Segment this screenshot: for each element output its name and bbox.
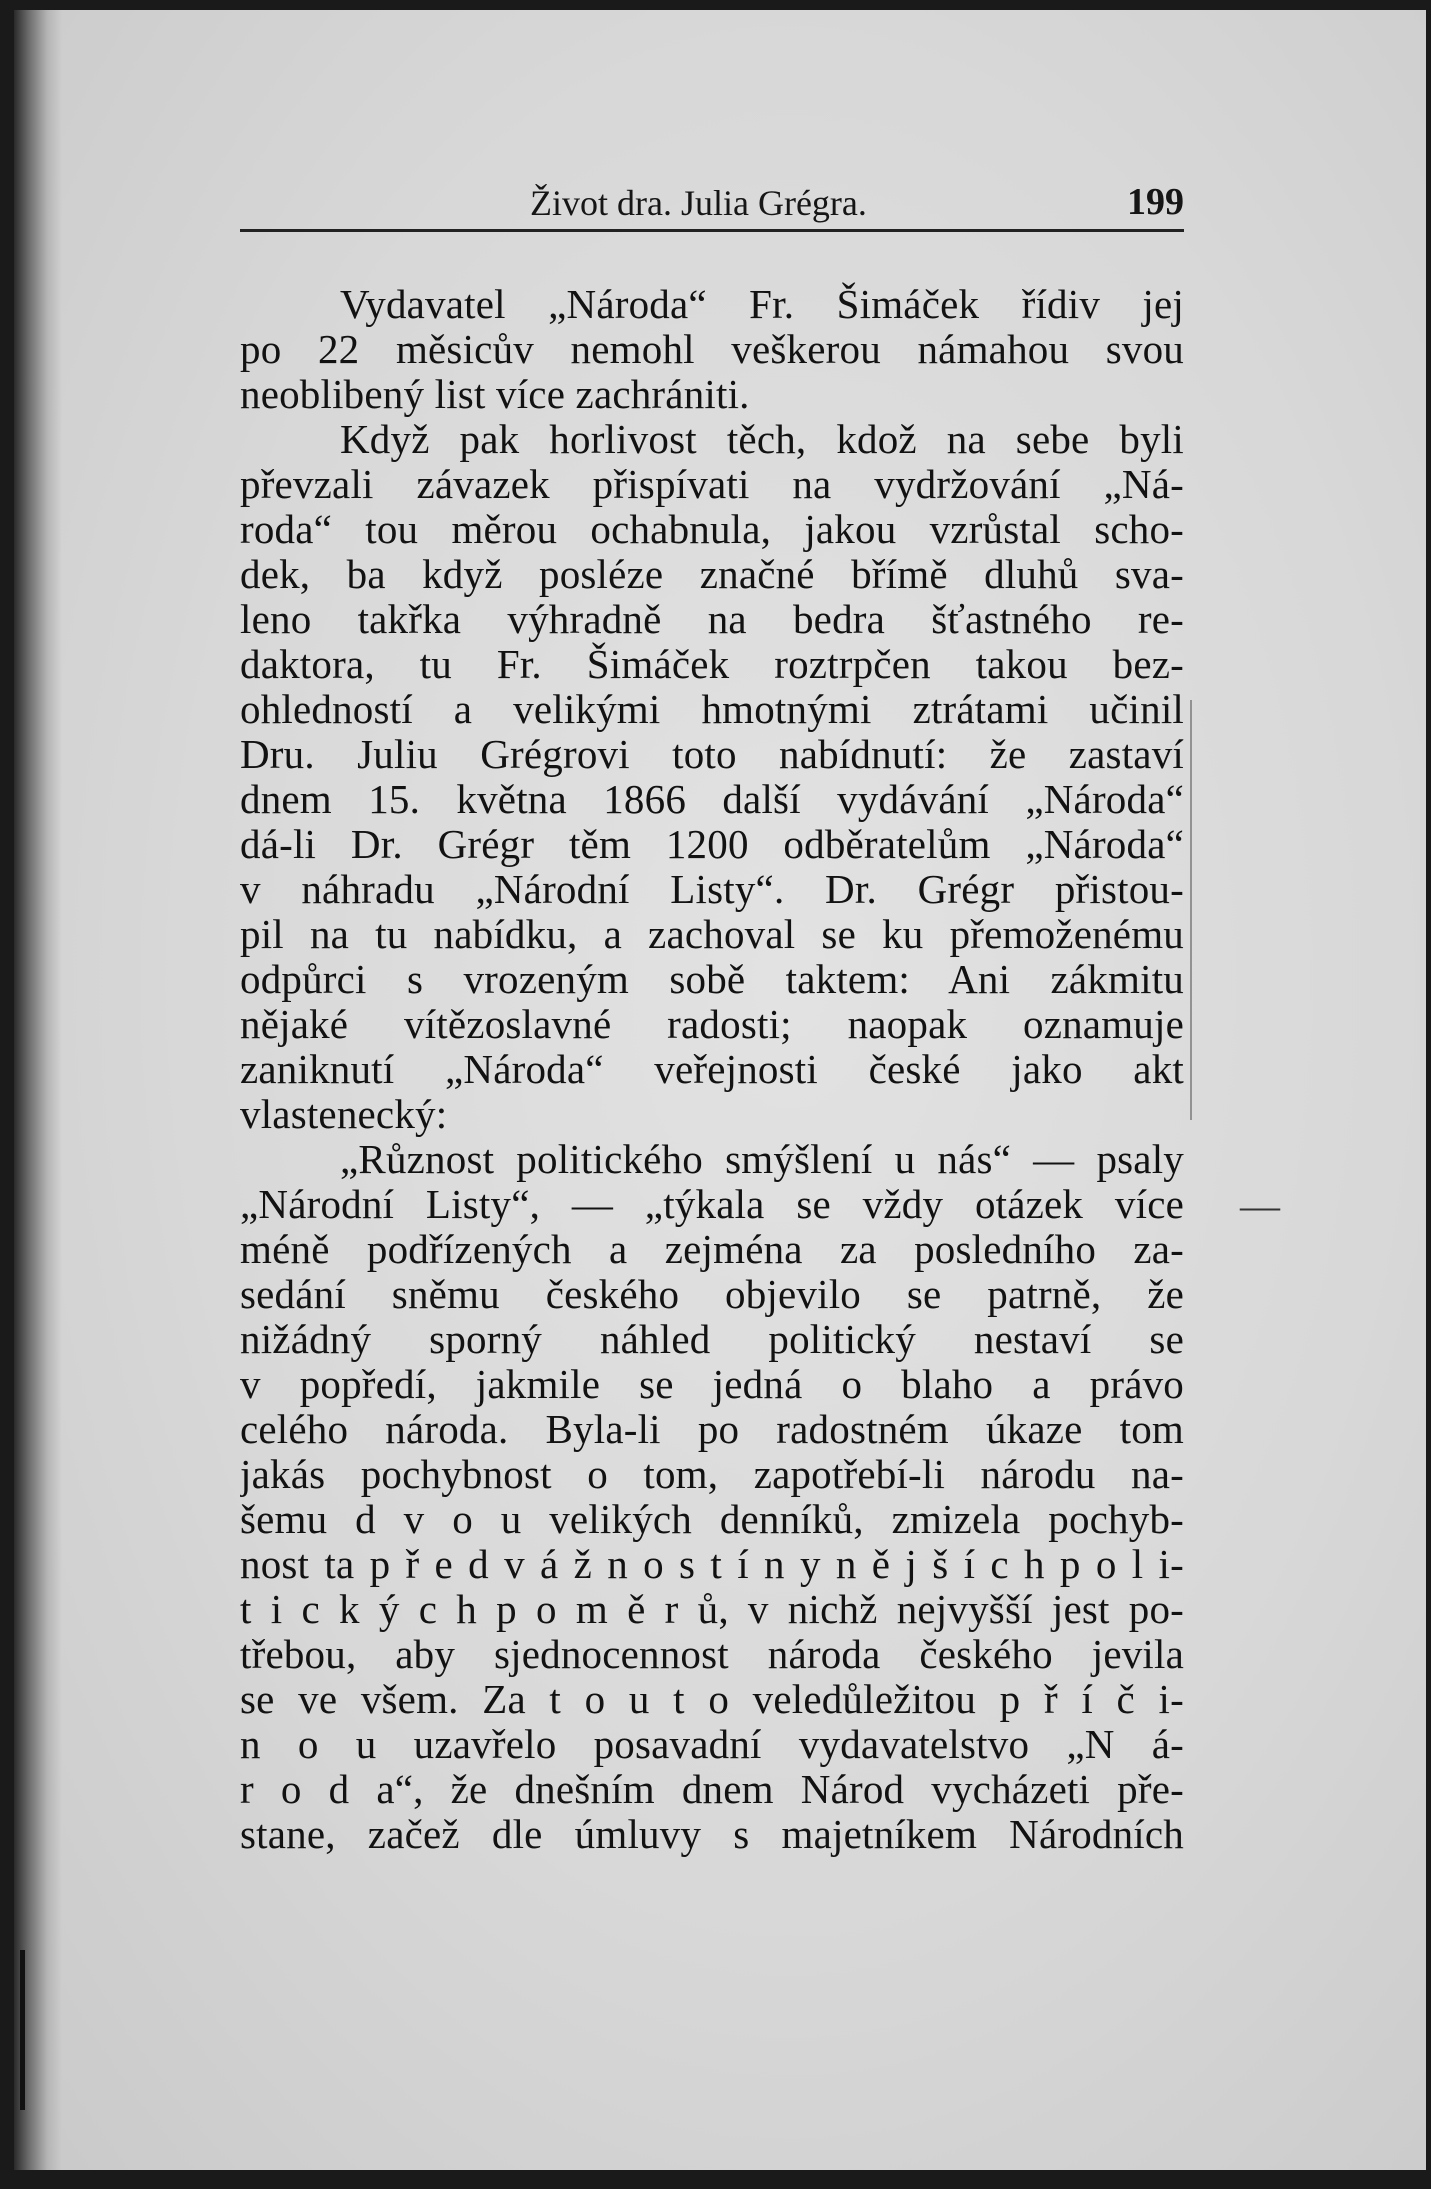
text-line: r o d a“, že dnešním dnem Národ vycházeti pře- <box>240 1767 1184 1812</box>
running-title: Život dra. Julia Grégra. <box>530 183 867 223</box>
text-line: pil na tu nabídku, a zachoval se ku přemoženému <box>240 912 1184 957</box>
text-line: třebou, aby sjednocennost národa českého jevila <box>240 1632 1184 1677</box>
body-text <box>240 282 1184 1857</box>
text-line: převzali závazek přispívati na vydržování „Ná- <box>240 462 1184 507</box>
text-line: méně podřízených a zejména za posledního za- <box>240 1227 1184 1272</box>
scanned-page <box>14 10 1426 2170</box>
text-line: Když pak horlivost těch, kdož na sebe byli <box>340 417 1184 462</box>
text-line: n o u uzavřelo posavadní vydavatelstvo „N á- <box>240 1722 1184 1767</box>
text-line: šemu d v o u velikých denníků, zmizela pochyb- <box>240 1497 1184 1542</box>
text-line: roda“ tou měrou ochabnula, jakou vzrůstal scho- <box>240 507 1184 552</box>
text-line: ohledností a velikými hmotnými ztrátami učinil <box>240 687 1184 732</box>
text-line: „Národní Listy“, — „týkala se vždy otázek více <box>240 1182 1184 1227</box>
margin-dash: — <box>1240 1183 1280 1228</box>
text-line: zaniknutí „Národa“ veřejnosti české jako akt <box>240 1047 1184 1092</box>
text-line: leno takřka výhradně na bedra šťastného re- <box>240 597 1184 642</box>
text-line: „Různost politického smýšlení u nás“ — psaly <box>340 1137 1184 1182</box>
text-line: neoblibený list více zachrániti. <box>240 372 750 417</box>
text-line: daktora, tu Fr. Šimáček roztrpčen takou bez- <box>240 642 1184 687</box>
text-line: se ve všem. Za t o u t o veledůležitou p ř í č i- <box>240 1677 1184 1722</box>
text-line: jakás pochybnost o tom, zapotřebí-li národu na- <box>240 1452 1184 1497</box>
margin-pencil-mark <box>1190 700 1200 1120</box>
text-line: celého národa. Byla-li po radostném úkaze tom <box>240 1407 1184 1452</box>
book-spine-shadow <box>14 10 62 2170</box>
text-line: dek, ba když posléze značné břímě dluhů sva- <box>240 552 1184 597</box>
text-line: t i c k ý c h p o m ě r ů, v nichž nejvyšší jest po- <box>240 1587 1184 1632</box>
text-line: dá-li Dr. Grégr těm 1200 odběratelům „Národa“ <box>240 822 1184 867</box>
text-line: po 22 měsicův nemohl veškerou námahou svou <box>240 327 1184 372</box>
page-header <box>240 172 1184 232</box>
spine-edge-mark <box>20 1950 25 2110</box>
page-number: 199 <box>1127 181 1184 223</box>
text-line: vlastenecký: <box>240 1092 448 1137</box>
text-line: stane, začež dle úmluvy s majetníkem Národních <box>240 1812 1184 1857</box>
text-line: v náhradu „Národní Listy“. Dr. Grégr přistou- <box>240 867 1184 912</box>
text-line: dnem 15. května 1866 další vydávání „Národa“ <box>240 777 1184 822</box>
text-line: odpůrci s vrozeným sobě taktem: Ani zákmitu <box>240 957 1184 1002</box>
text-line: nost ta p ř e d v á ž n o s t í n y n ě j š í c h p o l i- <box>240 1542 1184 1587</box>
text-line: v popředí, jakmile se jedná o blaho a právo <box>240 1362 1184 1407</box>
text-line: nějaké vítězoslavné radosti; naopak oznamuje <box>240 1002 1184 1047</box>
text-line: nižádný sporný náhled politický nestaví se <box>240 1317 1184 1362</box>
text-line: sedání sněmu českého objevilo se patrně, že <box>240 1272 1184 1317</box>
text-line: Vydavatel „Národa“ Fr. Šimáček řídiv jej <box>340 282 1184 327</box>
text-line: Dru. Juliu Grégrovi toto nabídnutí: že zastaví <box>240 732 1184 777</box>
